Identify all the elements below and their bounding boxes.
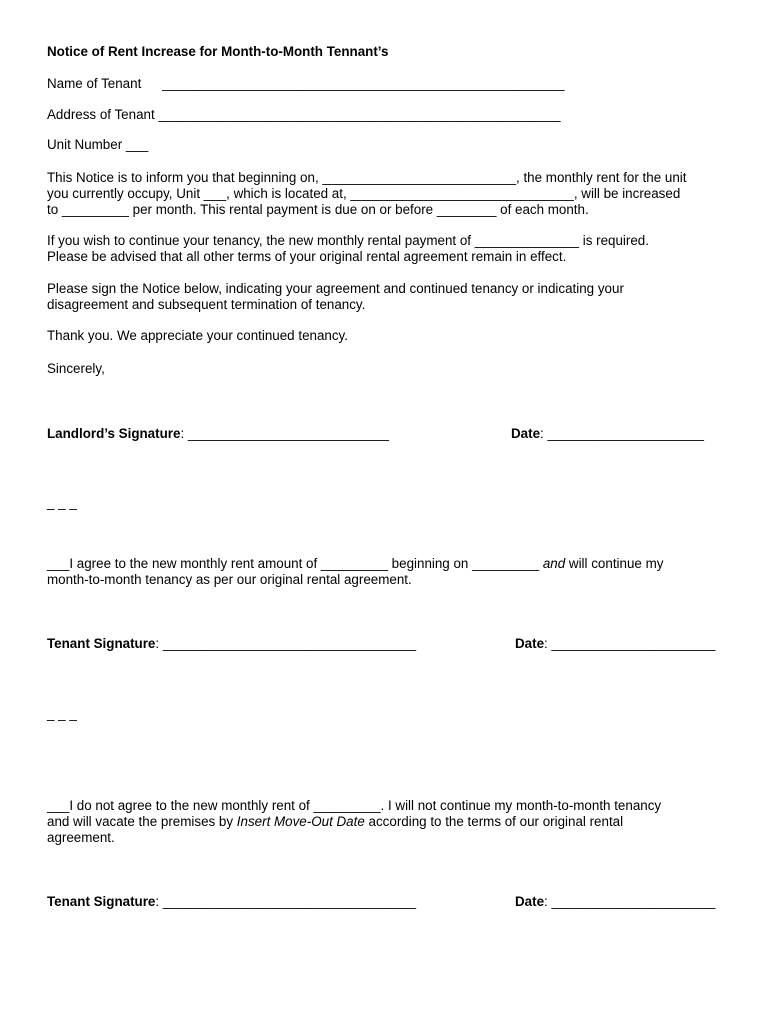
paragraph-1-line-2: you currently occupy, Unit ___, which is located at, ______________________________, will be increased <box>47 186 681 201</box>
address-of-tenant-label: Address of Tenant <box>47 107 155 122</box>
notice-paragraph-1 <box>47 170 686 218</box>
agree-line-1: ___I agree to the new monthly rent amount of _________ beginning on _________ and will continue my <box>47 556 664 571</box>
landlord-signature-label: Landlord’s Signature <box>47 426 181 441</box>
landlord-date-line: Date: _____________________ <box>511 426 704 441</box>
paragraph-3-line-2: disagreement and subsequent termination of tenancy. <box>47 297 366 312</box>
notice-paragraph-3 <box>47 281 624 313</box>
tenant-date-label-2: Date <box>515 894 545 909</box>
disagree-line-1: ___I do not agree to the new monthly rent of _________. I will not continue my month-to-month tenancy <box>47 798 662 813</box>
tenant-date-blank-1: ______________________ <box>551 636 716 651</box>
address-of-tenant-line <box>47 107 561 123</box>
separator-2: _ _ _ <box>47 706 77 721</box>
thank-you-line: Thank you. We appreciate your continued tenancy. <box>47 328 348 343</box>
paragraph-2-line-1: If you wish to continue your tenancy, the new monthly rental payment of ______________ is required. <box>47 233 649 248</box>
paragraph-2-line-2: Please be advised that all other terms of your original rental agreement remain in effect. <box>47 249 567 264</box>
tenant-signature-line-1: Tenant Signature: __________________________________ <box>47 636 417 651</box>
unit-number-label: Unit Number <box>47 137 123 152</box>
separator-1: _ _ _ <box>47 495 77 510</box>
disagree-line-2: and will vacate the premises by Insert Move-Out Date according to the terms of our original rental <box>47 814 624 829</box>
move-out-date-placeholder: Insert Move-Out Date <box>236 814 365 829</box>
name-of-tenant-label: Name of Tenant <box>47 76 142 91</box>
closing-line: Sincerely, <box>47 361 105 376</box>
agree-line-2: month-to-month tenancy as per our original rental agreement. <box>47 572 412 587</box>
name-of-tenant-blank: ______________________________________________________ <box>162 76 565 91</box>
tenant-signature-label-2: Tenant Signature <box>47 894 156 909</box>
unit-number-line <box>47 137 148 153</box>
disagree-option <box>47 798 661 846</box>
landlord-date-label: Date <box>511 426 541 441</box>
tenant-signature-blank-1: __________________________________ <box>162 636 417 651</box>
tenant-date-line-2: Date: ______________________ <box>515 894 716 909</box>
document-title: Notice of Rent Increase for Month-to-Month Tennant’s <box>47 44 389 59</box>
agree-option <box>47 556 663 588</box>
tenant-date-label-1: Date <box>515 636 545 651</box>
notice-paragraph-2 <box>47 233 649 265</box>
address-of-tenant-blank: ______________________________________________________ <box>158 107 561 122</box>
name-of-tenant-line <box>47 76 564 92</box>
paragraph-1-line-1: This Notice is to inform you that beginning on, __________________________, the monthly rent for the unit <box>47 170 687 185</box>
tenant-signature-blank-2: __________________________________ <box>162 894 417 909</box>
tenant-date-blank-2: ______________________ <box>551 894 716 909</box>
landlord-date-blank: _____________________ <box>547 426 704 441</box>
tenant-signature-line-2: Tenant Signature: __________________________________ <box>47 894 417 909</box>
paragraph-3-line-1: Please sign the Notice below, indicating your agreement and continued tenancy or indicating your <box>47 281 624 296</box>
unit-number-blank: ___ <box>125 137 149 152</box>
paragraph-1-line-3: to _________ per month. This rental payment is due on or before ________ of each month. <box>47 202 589 217</box>
landlord-signature-line: Landlord’s Signature: ___________________________ <box>47 426 389 441</box>
landlord-signature-blank: ___________________________ <box>187 426 389 441</box>
disagree-line-3: agreement. <box>47 830 115 845</box>
tenant-signature-label-1: Tenant Signature <box>47 636 156 651</box>
tenant-date-line-1: Date: ______________________ <box>515 636 716 651</box>
